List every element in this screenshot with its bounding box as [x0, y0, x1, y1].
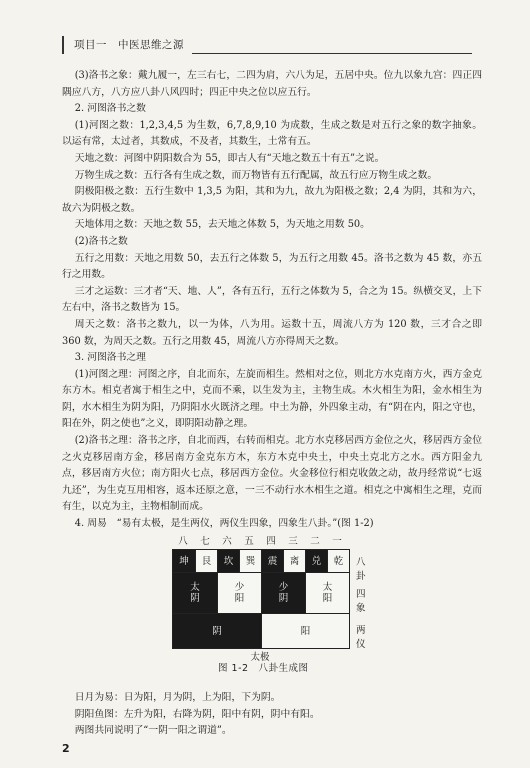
paragraph: 阴极阳极之数：五行生数中 1,3,5 为阳，其和为九，故九为阳极之数；2,4 为阴，其和为六，故六为阴极之数。	[62, 186, 482, 214]
row-label-bagua: 八卦	[356, 557, 366, 582]
trigram-numbers	[172, 533, 348, 545]
four-images-row	[173, 573, 349, 614]
trigram-number: 五	[244, 536, 254, 547]
paragraph: 日月为易：日为阳，月为阴，上为阳，下为阴。	[74, 692, 281, 703]
bagua-grid	[172, 549, 350, 649]
trigram-number: 四	[266, 536, 276, 547]
trigram-number: 二	[310, 536, 320, 547]
trigram-cell: 坎	[217, 550, 239, 572]
trigram-number: 七	[200, 536, 210, 547]
section-heading: 3. 河图洛书之理	[74, 352, 146, 364]
figure-caption: 图 1-2 八卦生成图	[218, 663, 309, 674]
section-heading: 4. 周易 “易有太极，是生两仪，两仪生四象，四象生八卦。”(图 1-2)	[74, 518, 374, 530]
four-image-cell: 太 阳	[305, 573, 349, 613]
row-label-liangyi: 两仪	[356, 625, 366, 650]
trigram-number: 三	[288, 536, 298, 547]
trigram-cell: 乾	[327, 550, 349, 572]
paragraph: 五行之用数：天地之用数 50，去五行之体数 5，为五行之用数 45。洛书之数为 45 数，亦五行之用数。	[62, 252, 482, 281]
paragraph: 两图共同说明了“一阴一阳之谓道”。	[74, 725, 232, 737]
two-modes-row	[173, 614, 349, 648]
taiji-label: 太极	[250, 652, 270, 663]
paragraph: 阴阳鱼图：左升为阳，右降为阴，阳中有阴，阴中有阳。	[74, 708, 320, 720]
bottom-text	[62, 690, 482, 740]
trigram-number: 六	[222, 536, 232, 547]
trigram-cell: 巽	[239, 550, 261, 572]
row-label-sixiang: 四象	[356, 589, 366, 614]
two-mode-cell: 阴	[173, 614, 261, 648]
running-header	[62, 36, 472, 58]
section-heading: 2. 河图洛书之数	[74, 103, 146, 115]
paragraph: 周天之数：洛书之数九，以一为体，八为用。运数十五，周流八方为 120 数，三才合之即 360 数，为周天之数。五行之用数 45，周流八方亦得周天之数。	[62, 318, 482, 347]
header-title: 项目一 中医思维之源	[62, 36, 192, 54]
paragraph: 天地之数：河图中阴阳数合为 55，即古人有“天地之数五十有五”之说。	[74, 152, 385, 164]
subheading: (2)洛书之数	[74, 235, 128, 247]
four-image-cell: 太 阴	[173, 573, 217, 613]
trigram-cell: 震	[261, 550, 283, 572]
paragraph: (3)洛书之象：戴九履一，左三右七，二四为肩，六八为足，五居中央。位九以象九宫：四正四隅应八方，八方应八卦八风四时；四正中央之位以应五行。	[62, 70, 482, 98]
trigram-cell: 离	[283, 550, 305, 572]
trigram-cell: 艮	[195, 550, 217, 572]
paragraph: (1)河图之理：河图之序，自北而东，左旋而相生。然相对之位，则北方水克南方火，西方金克东方木。相克者寓于相生之中，克而不乘，以生发为主，主物生成。木火相生为阳，金水相生为阴，水木相生为阴为阳，乃阴阳水火既济之理。中土为静，外四象主动，有“阴在内，阳之守也，阳在外，阴之使也”之义，即阴阳动静之理。	[62, 368, 482, 430]
paragraph: (1)河图之数：1,2,3,4,5 为生数，6,7,8,9,10 为成数，生成之数是对五行之象的数字抽象。以运有常，太过者，其数成，不及者，其数生，土常有五。	[62, 119, 482, 148]
four-image-cell: 少 阳	[217, 573, 261, 613]
two-mode-cell: 阳	[261, 614, 349, 648]
trigram-cell: 坤	[173, 550, 195, 572]
page-number: 2	[62, 742, 70, 755]
paragraph: 天地体用之数：天地之数 55，去天地之体数 5，为天地之用数 50。	[74, 219, 370, 231]
paragraph: 万物生成之数：五行各有生成之数，而万物皆有五行配属，故五行应万物生成之数。	[74, 169, 438, 181]
trigram-number: 八	[178, 536, 188, 547]
paragraph: 三才之运数：三才者“天、地、人”，各有五行，五行之体数为 5，合之为 15。纵横交叉，上下左右中，洛书之数皆为 15。	[62, 285, 482, 314]
bagua-row	[173, 550, 349, 573]
trigram-number: 一	[332, 536, 342, 547]
paragraph: (2)洛书之理：洛书之序，自北而西，右转而相克。北方水克移居西方金位之火，移居西方金位之火克移居南方金，移居南方金克东方木，东方木克中央土，中央土克北方之水。西方阳金九点，移居南方火位；南方阳火七点，移居西方金位。火金移位行相克收敛之动，故丹经常说“七返九还”，为生克互用相容，返本还原之意，一三不动行水木相生之道。相克之中寓相生之理，克而有生，以克为主，主物相制而成。	[62, 435, 482, 513]
body-text	[62, 68, 482, 533]
trigram-cell: 兑	[305, 550, 327, 572]
four-image-cell: 少 阴	[261, 573, 305, 613]
